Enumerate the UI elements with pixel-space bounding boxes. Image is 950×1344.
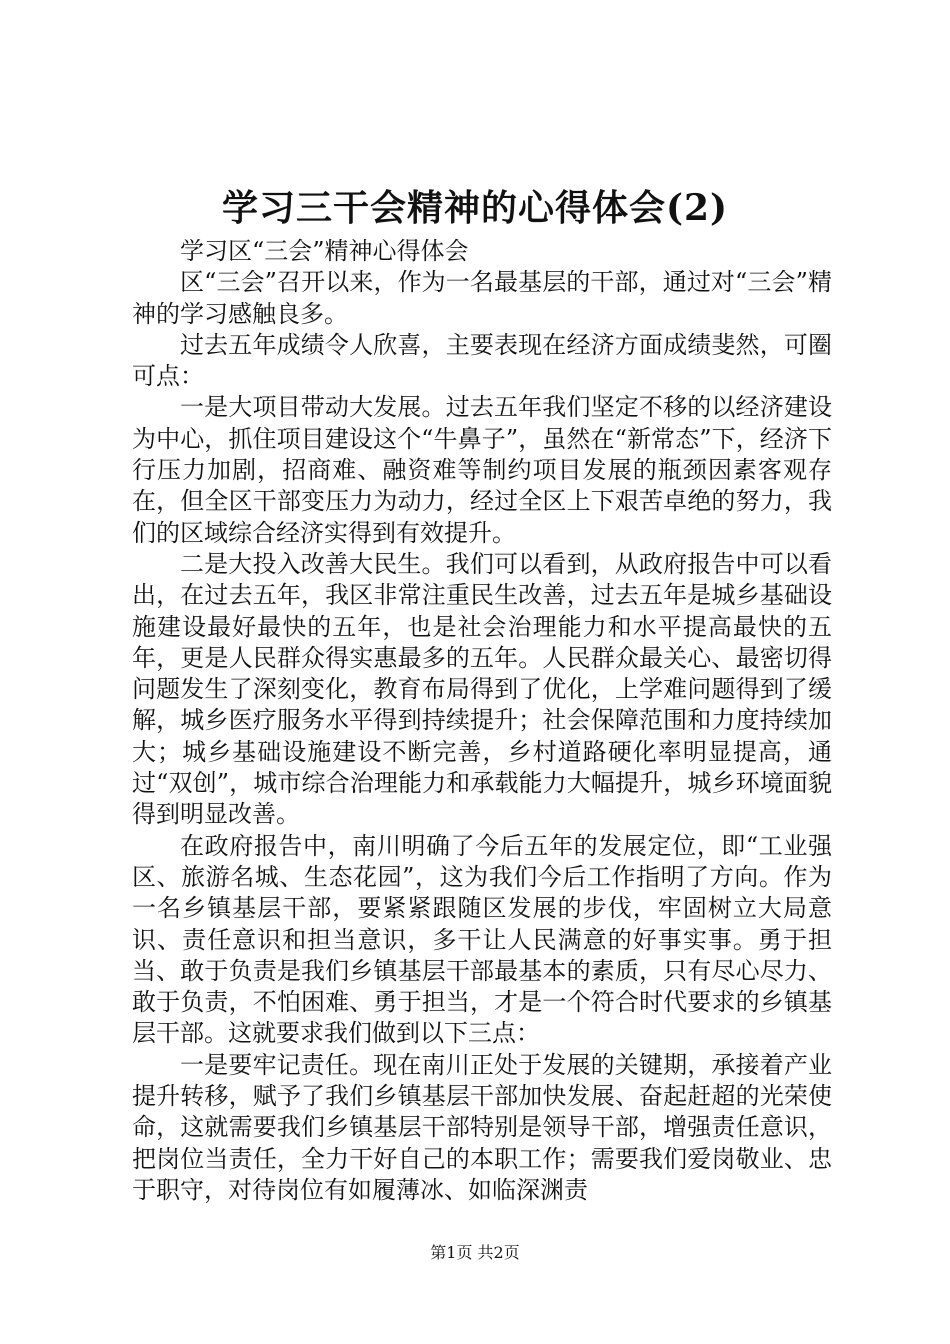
body-paragraph: 在政府报告中，南川明确了今后五年的发展定位，即“工业强区、旅游名城、生态花园”，这为我们今后工作指明了方向。作为一名乡镇基层干部，要紧紧跟随区发展的步伐，牢固树立大局意识、责任意识和担当意识，多干让人民满意的好事实事。勇于担当、敢于负责是我们乡镇基层干部最基本的素质，只有尽心尽力、敢于负责，不怕困难、勇于担当，才是一个符合时代要求的乡镇基层干部。这就要求我们做到以下三点： xyxy=(132,831,832,1048)
body-paragraph: 一是要牢记责任。现在南川正处于发展的关键期，承接着产业提升转移，赋予了我们乡镇基层干部加快发展、奋起赶超的光荣使命，这就需要我们乡镇基层干部特别是领导干部，增强责任意识，把岗位当责任，全力干好自己的本职工作；需要我们爱岗敬业、忠于职守，对待岗位有如履薄冰、如临深渊责 xyxy=(132,1050,832,1204)
subtitle-paragraph: 学习区“三会”精神心得体会 xyxy=(180,237,469,265)
body-paragraph: 二是大投入改善大民生。我们可以看到，从政府报告中可以看出，在过去五年，我区非常注重民生改善，过去五年是城乡基础设施建设最好最快的五年，也是社会治理能力和水平提高最快的五年，更是人民群众得实惠最多的五年。人民群众最关心、最密切得问题发生了深刻变化，教育布局得到了优化，上学难问题得到了缓解，城乡医疗服务水平得到持续提升；社会保障范围和力度持续加大；城乡基础设施建设不断完善，乡村道路硬化率明显提高，通过“双创”，城市综合治理能力和承载能力大幅提升，城乡环境面貌得到明显改善。 xyxy=(132,549,832,829)
document-body xyxy=(132,236,832,1206)
body-paragraph: 过去五年成绩令人欣喜，主要表现在经济方面成绩斐然，可圈可点： xyxy=(132,330,832,391)
body-paragraph: 区“三会”召开以来，作为一名最基层的干部，通过对“三会”精神的学习感触良多。 xyxy=(132,268,832,328)
document-title: 学习三干会精神的心得体会(2) xyxy=(221,187,729,229)
page-number-footer: 第1页 共2页 xyxy=(430,1243,520,1262)
body-paragraph: 一是大项目带动大发展。过去五年我们坚定不移的以经济建设为中心，抓住项目建设这个“牛鼻子”，虽然在“新常态”下，经济下行压力加剧，招商难、融资难等制约项目发展的瓶颈因素客观存在，但全区干部变压力为动力，经过全区上下艰苦卓绝的努力，我们的区域综合经济实得到有效提升。 xyxy=(132,393,832,547)
